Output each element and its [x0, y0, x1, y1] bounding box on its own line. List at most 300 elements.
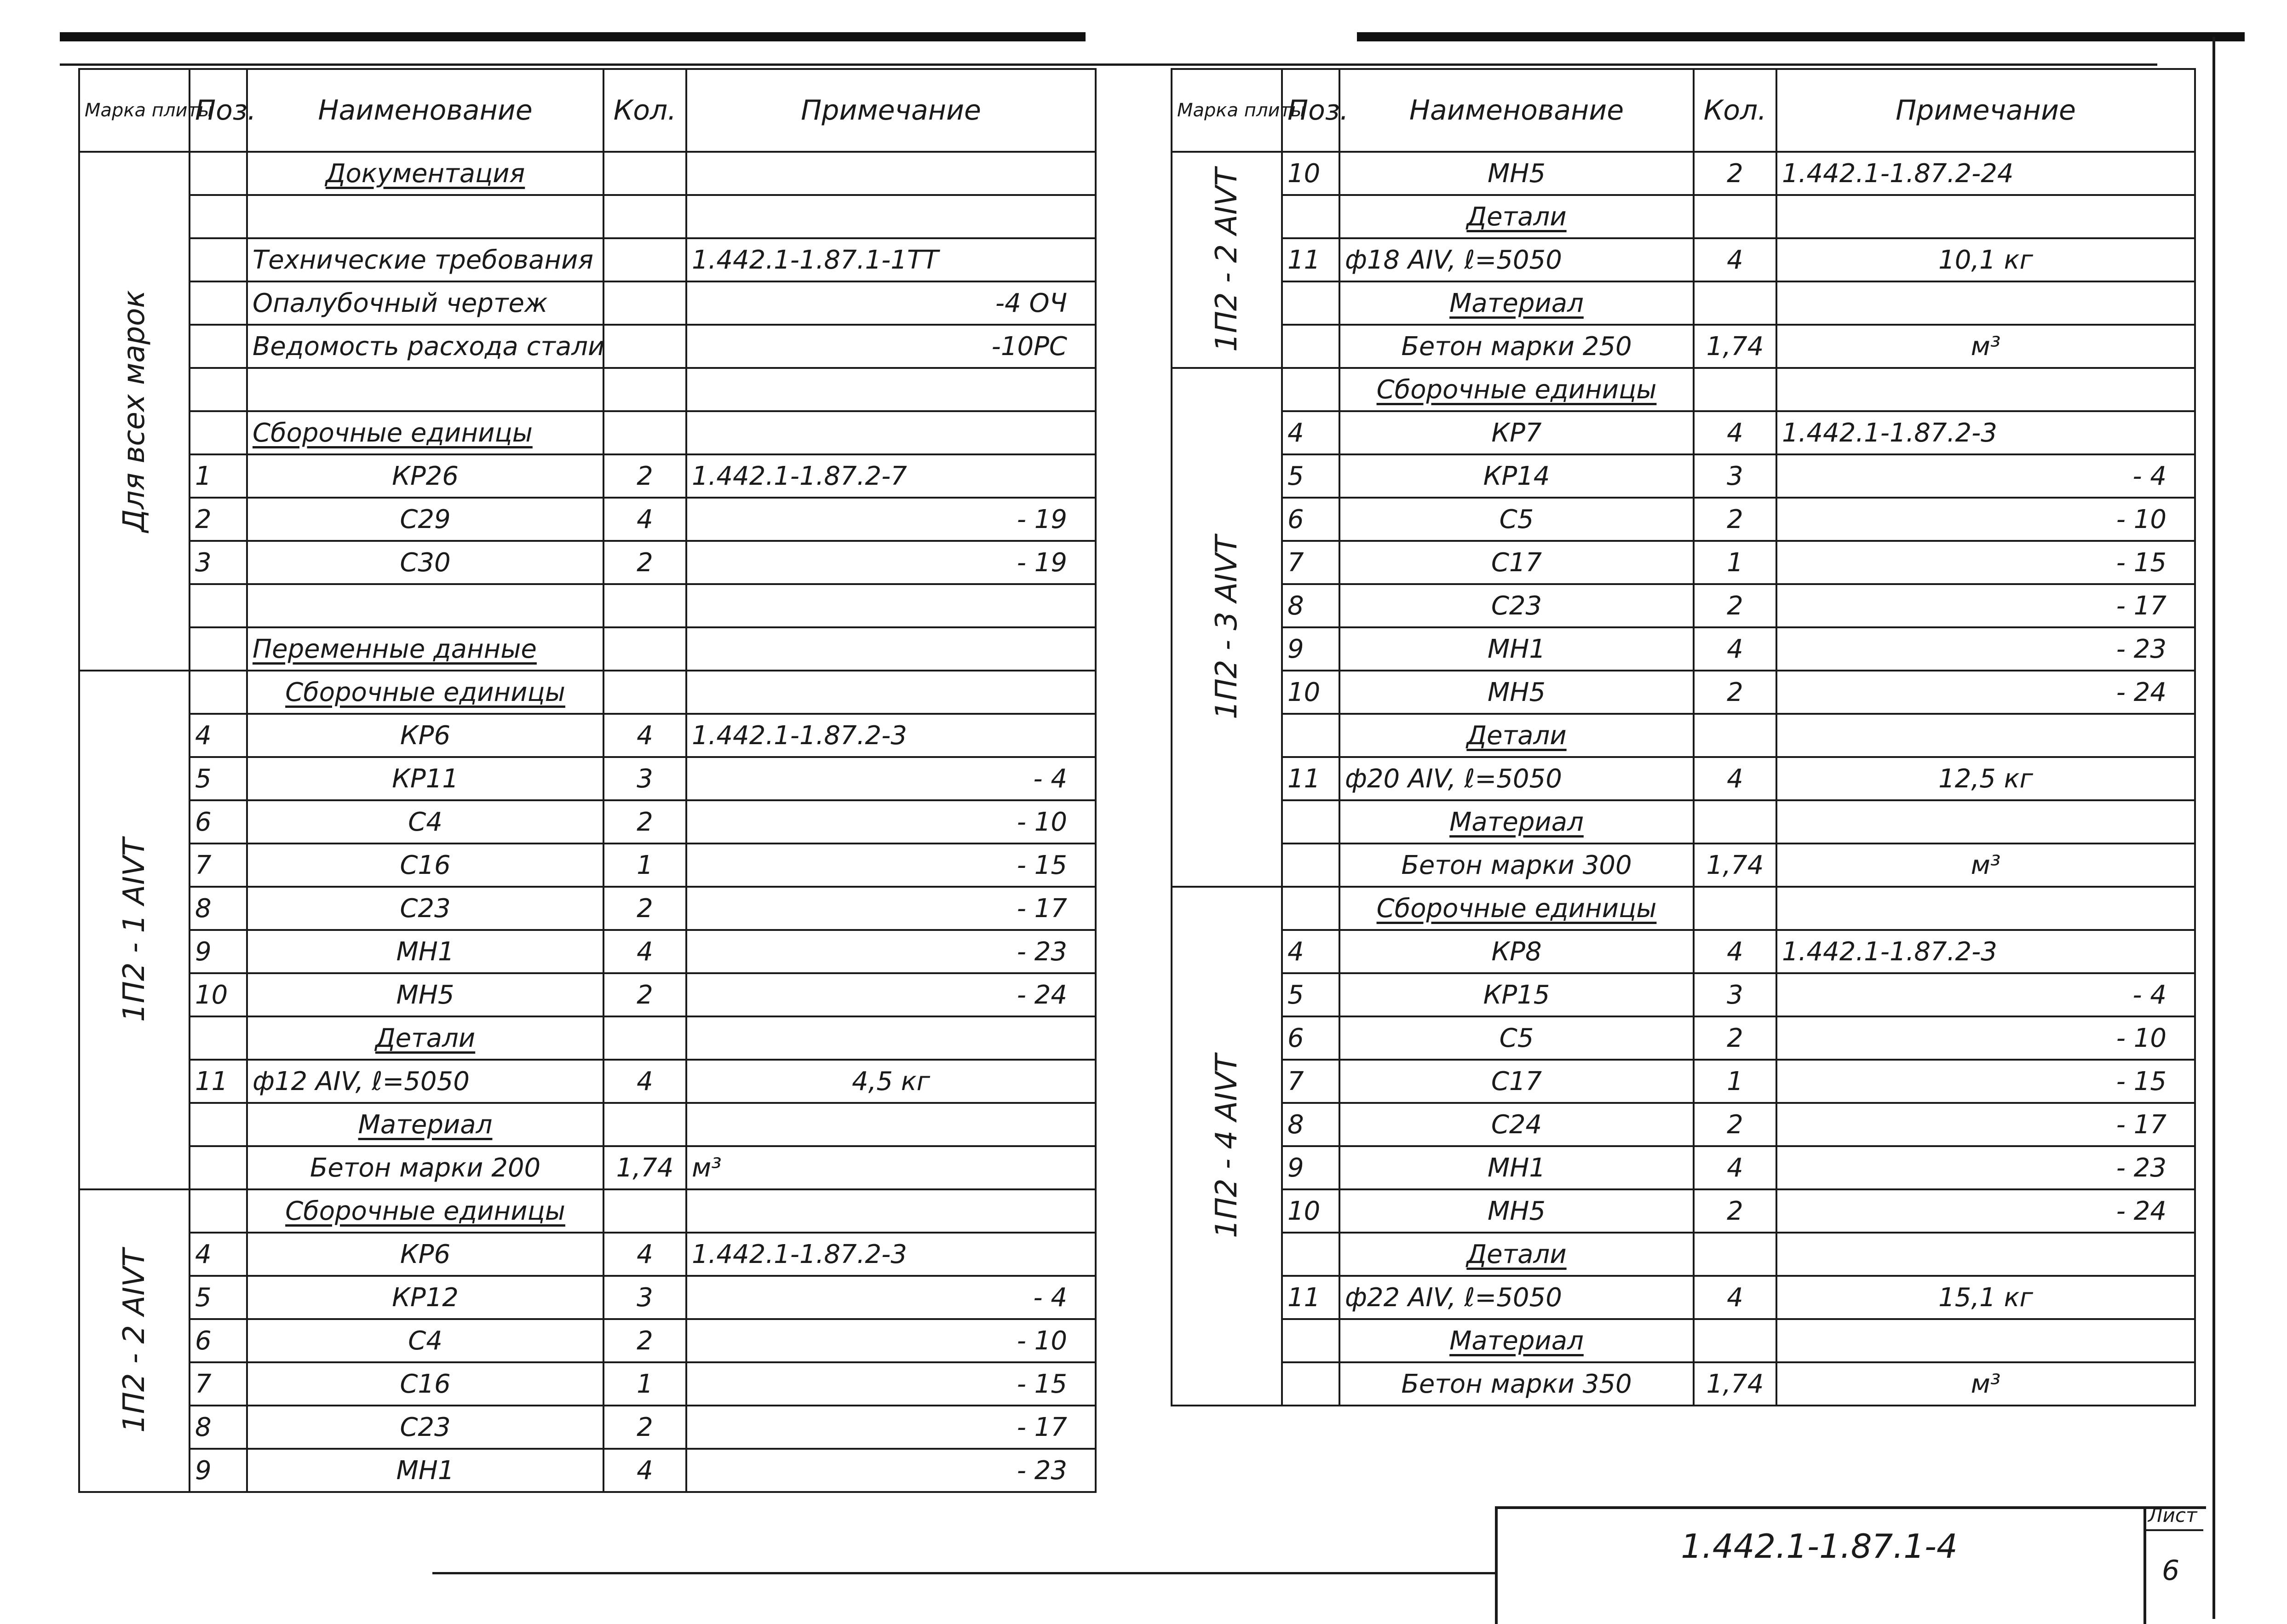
- name-cell: Технические требования: [247, 238, 603, 281]
- pos-cell: 11: [1282, 238, 1339, 281]
- group-mark-label: 1П2 - 2 АIVТ: [117, 1249, 151, 1433]
- qty-cell: [603, 1016, 686, 1060]
- qty-cell: 2: [603, 541, 686, 584]
- name-cell: Материал: [1339, 800, 1694, 844]
- table-row: [79, 671, 1096, 714]
- table-row: [1172, 1103, 2195, 1146]
- pos-cell: 7: [1282, 541, 1339, 584]
- name-cell: МН5: [1339, 671, 1694, 714]
- note-cell: [686, 1103, 1096, 1146]
- table-row: [1172, 411, 2195, 454]
- table-header-row: [79, 69, 1096, 152]
- pos-cell: 9: [190, 930, 247, 973]
- table-row: [79, 325, 1096, 368]
- note-cell: - 10: [1776, 1016, 2195, 1060]
- spec-table-right: [1171, 68, 2196, 1406]
- qty-cell: [603, 195, 686, 238]
- qty-cell: 2: [1694, 152, 1776, 195]
- table-row: [1172, 844, 2195, 887]
- note-cell: - 23: [1776, 1146, 2195, 1189]
- qty-cell: [1694, 1233, 1776, 1276]
- note-cell: 12,5 кг: [1776, 757, 2195, 800]
- qty-cell: 2: [1694, 584, 1776, 627]
- pos-cell: [190, 368, 247, 411]
- header-name: Наименование: [247, 69, 603, 152]
- note-cell: 15,1 кг: [1776, 1276, 2195, 1319]
- table-row: [1172, 152, 2195, 195]
- table-row: [79, 887, 1096, 930]
- name-cell: Сборочные единицы: [247, 1189, 603, 1233]
- pos-cell: 5: [1282, 454, 1339, 498]
- note-cell: [686, 671, 1096, 714]
- table-row: [79, 238, 1096, 281]
- name-cell: Материал: [1339, 1319, 1694, 1362]
- qty-cell: 2: [603, 887, 686, 930]
- pos-cell: 11: [1282, 1276, 1339, 1319]
- pos-cell: 8: [1282, 1103, 1339, 1146]
- pos-cell: 6: [1282, 498, 1339, 541]
- note-cell: [686, 1016, 1096, 1060]
- name-cell: КР7: [1339, 411, 1694, 454]
- name-cell: МН5: [1339, 1189, 1694, 1233]
- note-cell: - 23: [1776, 627, 2195, 671]
- qty-cell: 1: [603, 844, 686, 887]
- name-cell: Бетон марки 250: [1339, 325, 1694, 368]
- note-cell: [1776, 1319, 2195, 1362]
- table-row: [1172, 498, 2195, 541]
- qty-cell: [1694, 714, 1776, 757]
- note-cell: - 4: [686, 757, 1096, 800]
- table-row: [1172, 627, 2195, 671]
- table-row: [79, 584, 1096, 627]
- group-mark-label: 1П2 - 1 АIVТ: [117, 838, 151, 1022]
- group-mark-label: Для всех марок: [117, 290, 151, 533]
- note-cell: [1776, 1233, 2195, 1276]
- qty-cell: 1,74: [1694, 844, 1776, 887]
- pos-cell: [190, 325, 247, 368]
- pos-cell: 8: [190, 887, 247, 930]
- qty-cell: [603, 1103, 686, 1146]
- pos-cell: 10: [190, 973, 247, 1016]
- note-cell: - 15: [1776, 541, 2195, 584]
- spec-table-left: [78, 68, 1097, 1493]
- qty-cell: 4: [1694, 411, 1776, 454]
- name-cell: МН1: [1339, 1146, 1694, 1189]
- name-cell: КР14: [1339, 454, 1694, 498]
- qty-cell: 3: [1694, 454, 1776, 498]
- note-cell: - 19: [686, 541, 1096, 584]
- table-row: [79, 1189, 1096, 1233]
- pos-cell: [190, 1016, 247, 1060]
- qty-cell: 2: [1694, 1189, 1776, 1233]
- note-cell: -4 ОЧ: [686, 281, 1096, 325]
- pos-cell: [1282, 887, 1339, 930]
- name-cell: Ведомость расхода стали: [247, 325, 603, 368]
- qty-cell: [1694, 195, 1776, 238]
- name-cell: Детали: [1339, 195, 1694, 238]
- table-header-row: [1172, 69, 2195, 152]
- table-row: [79, 1233, 1096, 1276]
- note-cell: [686, 368, 1096, 411]
- table-row: [1172, 1319, 2195, 1362]
- name-cell: Опалубочный чертеж: [247, 281, 603, 325]
- note-cell: м³: [1776, 844, 2195, 887]
- pos-cell: [190, 1189, 247, 1233]
- pos-cell: 6: [1282, 1016, 1339, 1060]
- note-cell: - 15: [686, 1362, 1096, 1406]
- qty-cell: 1: [1694, 541, 1776, 584]
- table-row: [1172, 757, 2195, 800]
- note-cell: [1776, 800, 2195, 844]
- pos-cell: [190, 1146, 247, 1189]
- qty-cell: [603, 584, 686, 627]
- top-border-right: [1357, 32, 2245, 41]
- qty-cell: [603, 671, 686, 714]
- qty-cell: 2: [603, 454, 686, 498]
- name-cell: МН1: [247, 930, 603, 973]
- qty-cell: 3: [603, 757, 686, 800]
- table-row: [79, 844, 1096, 887]
- name-cell: С30: [247, 541, 603, 584]
- sheet-box-divider: [2143, 1529, 2203, 1531]
- qty-cell: [1694, 281, 1776, 325]
- note-cell: - 24: [686, 973, 1096, 1016]
- header-note: Примечание: [1776, 69, 2195, 152]
- name-cell: С17: [1339, 541, 1694, 584]
- note-cell: 1.442.1-1.87.1-1ТТ: [686, 238, 1096, 281]
- table-row: [79, 1276, 1096, 1319]
- name-cell: МН5: [247, 973, 603, 1016]
- pos-cell: 7: [190, 844, 247, 887]
- qty-cell: [603, 281, 686, 325]
- note-cell: - 10: [686, 800, 1096, 844]
- header-pos: Поз.: [1282, 69, 1339, 152]
- pos-cell: [190, 152, 247, 195]
- pos-cell: [190, 627, 247, 671]
- table-row: [79, 1103, 1096, 1146]
- name-cell: С24: [1339, 1103, 1694, 1146]
- pos-cell: 7: [190, 1362, 247, 1406]
- document-code: 1.442.1-1.87.1-4: [1681, 1527, 1958, 1566]
- pos-cell: 4: [1282, 411, 1339, 454]
- table-row: [79, 1449, 1096, 1492]
- pos-cell: [190, 671, 247, 714]
- group-mark-cell: [1172, 152, 1282, 368]
- table-row: [79, 281, 1096, 325]
- table-row: [1172, 195, 2195, 238]
- table-row: [1172, 671, 2195, 714]
- name-cell: Бетон марки 300: [1339, 844, 1694, 887]
- qty-cell: 1,74: [1694, 1362, 1776, 1406]
- pos-cell: [1282, 195, 1339, 238]
- pos-cell: [190, 411, 247, 454]
- table-row: [1172, 930, 2195, 973]
- note-cell: - 15: [1776, 1060, 2195, 1103]
- name-cell: КР8: [1339, 930, 1694, 973]
- table-row: [79, 757, 1096, 800]
- note-cell: [686, 1189, 1096, 1233]
- qty-cell: [1694, 368, 1776, 411]
- name-cell: ф18 АIV, ℓ=5050: [1339, 238, 1694, 281]
- header-mark: Марка плиты: [1172, 69, 1282, 152]
- name-cell: С16: [247, 1362, 603, 1406]
- table-row: [1172, 1146, 2195, 1189]
- qty-cell: 4: [1694, 627, 1776, 671]
- pos-cell: [190, 1103, 247, 1146]
- pos-cell: [1282, 1362, 1339, 1406]
- table-row: [1172, 973, 2195, 1016]
- qty-cell: [603, 627, 686, 671]
- table-row: [1172, 714, 2195, 757]
- qty-cell: 4: [1694, 1276, 1776, 1319]
- note-cell: - 4: [1776, 973, 2195, 1016]
- name-cell: Сборочные единицы: [247, 411, 603, 454]
- qty-cell: [603, 1189, 686, 1233]
- note-cell: - 24: [1776, 671, 2195, 714]
- qty-cell: [1694, 1319, 1776, 1362]
- qty-cell: 4: [603, 714, 686, 757]
- pos-cell: 10: [1282, 152, 1339, 195]
- qty-cell: 4: [603, 498, 686, 541]
- note-cell: - 4: [686, 1276, 1096, 1319]
- qty-cell: 2: [603, 1319, 686, 1362]
- qty-cell: 2: [1694, 1103, 1776, 1146]
- name-cell: Документация: [247, 152, 603, 195]
- top-border-left: [60, 32, 1086, 41]
- table-row: [79, 152, 1096, 195]
- pos-cell: [190, 195, 247, 238]
- note-cell: - 23: [686, 930, 1096, 973]
- table-row: [79, 541, 1096, 584]
- note-cell: - 19: [686, 498, 1096, 541]
- pos-cell: [1282, 1319, 1339, 1362]
- qty-cell: [603, 411, 686, 454]
- pos-cell: [1282, 800, 1339, 844]
- table-row: [79, 714, 1096, 757]
- name-cell: Переменные данные: [247, 627, 603, 671]
- pos-cell: [1282, 714, 1339, 757]
- note-cell: - 24: [1776, 1189, 2195, 1233]
- table-row: [1172, 281, 2195, 325]
- note-cell: - 4: [1776, 454, 2195, 498]
- pos-cell: 6: [190, 800, 247, 844]
- header-pos: Поз.: [190, 69, 247, 152]
- pos-cell: [1282, 281, 1339, 325]
- pos-cell: 11: [190, 1060, 247, 1103]
- note-cell: [686, 411, 1096, 454]
- pos-cell: [1282, 368, 1339, 411]
- pos-cell: 7: [1282, 1060, 1339, 1103]
- table-row: [1172, 1060, 2195, 1103]
- note-cell: - 17: [1776, 1103, 2195, 1146]
- table-row: [79, 1060, 1096, 1103]
- pos-cell: [190, 281, 247, 325]
- name-cell: ф22 АIV, ℓ=5050: [1339, 1276, 1694, 1319]
- qty-cell: 4: [603, 1060, 686, 1103]
- qty-cell: 2: [1694, 498, 1776, 541]
- pos-cell: 6: [190, 1319, 247, 1362]
- table-row: [1172, 1016, 2195, 1060]
- qty-cell: [1694, 800, 1776, 844]
- table-row: [79, 627, 1096, 671]
- table-row: [1172, 1276, 2195, 1319]
- qty-cell: [603, 368, 686, 411]
- qty-cell: 1,74: [603, 1146, 686, 1189]
- qty-cell: 2: [1694, 671, 1776, 714]
- pos-cell: 10: [1282, 1189, 1339, 1233]
- pos-cell: [1282, 844, 1339, 887]
- table-row: [79, 1016, 1096, 1060]
- name-cell: КР26: [247, 454, 603, 498]
- name-cell: КР15: [1339, 973, 1694, 1016]
- table-row: [1172, 584, 2195, 627]
- note-cell: - 17: [686, 1406, 1096, 1449]
- sheet-label: Лист: [2148, 1504, 2197, 1526]
- note-cell: - 17: [686, 887, 1096, 930]
- pos-cell: 8: [190, 1406, 247, 1449]
- table-row: [1172, 1189, 2195, 1233]
- name-cell: С4: [247, 800, 603, 844]
- right-frame-line: [2212, 37, 2215, 1619]
- table-row: [79, 1406, 1096, 1449]
- header-qty: Кол.: [1694, 69, 1776, 152]
- name-cell: С23: [247, 1406, 603, 1449]
- table-row: [1172, 325, 2195, 368]
- sheet-number: 6: [2162, 1555, 2180, 1587]
- table-row: [79, 195, 1096, 238]
- qty-cell: [603, 325, 686, 368]
- note-cell: [686, 152, 1096, 195]
- qty-cell: 2: [603, 800, 686, 844]
- note-cell: - 17: [1776, 584, 2195, 627]
- qty-cell: 2: [1694, 1016, 1776, 1060]
- note-cell: [1776, 281, 2195, 325]
- group-mark-label: 1П2 - 4 АIVТ: [1210, 1054, 1244, 1238]
- table-row: [1172, 1233, 2195, 1276]
- top-thin-line: [60, 63, 2157, 66]
- name-cell: КР11: [247, 757, 603, 800]
- pos-cell: 4: [190, 1233, 247, 1276]
- name-cell: Материал: [1339, 281, 1694, 325]
- name-cell: С23: [1339, 584, 1694, 627]
- name-cell: Сборочные единицы: [1339, 368, 1694, 411]
- group-mark-cell: [79, 152, 190, 671]
- qty-cell: 4: [1694, 238, 1776, 281]
- note-cell: [1776, 368, 2195, 411]
- note-cell: 1.442.1-1.87.2-3: [686, 1233, 1096, 1276]
- name-cell: Бетон марки 350: [1339, 1362, 1694, 1406]
- name-cell: ф20 АIV, ℓ=5050: [1339, 757, 1694, 800]
- qty-cell: 4: [603, 930, 686, 973]
- note-cell: м³: [686, 1146, 1096, 1189]
- note-cell: 1.442.1-1.87.2-7: [686, 454, 1096, 498]
- qty-cell: 4: [603, 1233, 686, 1276]
- table-row: [1172, 368, 2195, 411]
- pos-cell: 9: [1282, 627, 1339, 671]
- qty-cell: 2: [603, 973, 686, 1016]
- qty-cell: 3: [603, 1276, 686, 1319]
- group-mark-label: 1П2 - 2 АIVТ: [1210, 168, 1244, 352]
- qty-cell: 2: [603, 1406, 686, 1449]
- name-cell: С17: [1339, 1060, 1694, 1103]
- note-cell: м³: [1776, 1362, 2195, 1406]
- pos-cell: [1282, 325, 1339, 368]
- table-row: [1172, 1362, 2195, 1406]
- note-cell: - 10: [686, 1319, 1096, 1362]
- pos-cell: 4: [1282, 930, 1339, 973]
- name-cell: МН5: [1339, 152, 1694, 195]
- group-mark-label: 1П2 - 3 АIVТ: [1210, 535, 1244, 719]
- qty-cell: 3: [1694, 973, 1776, 1016]
- qty-cell: 4: [603, 1449, 686, 1492]
- qty-cell: 4: [1694, 1146, 1776, 1189]
- table-row: [1172, 541, 2195, 584]
- pos-cell: [190, 584, 247, 627]
- table-row: [1172, 454, 2195, 498]
- name-cell: [247, 584, 603, 627]
- name-cell: С23: [247, 887, 603, 930]
- name-cell: Сборочные единицы: [247, 671, 603, 714]
- name-cell: КР12: [247, 1276, 603, 1319]
- pos-cell: 4: [190, 714, 247, 757]
- name-cell: С5: [1339, 498, 1694, 541]
- pos-cell: 1: [190, 454, 247, 498]
- group-mark-cell: [79, 671, 190, 1189]
- note-cell: 1.442.1-1.87.2-3: [1776, 411, 2195, 454]
- note-cell: 1.442.1-1.87.2-3: [686, 714, 1096, 757]
- note-cell: [686, 195, 1096, 238]
- pos-cell: 2: [190, 498, 247, 541]
- qty-cell: [1694, 887, 1776, 930]
- pos-cell: 9: [190, 1449, 247, 1492]
- name-cell: МН1: [1339, 627, 1694, 671]
- table-row: [1172, 800, 2195, 844]
- note-cell: [686, 584, 1096, 627]
- name-cell: ф12 АIV, ℓ=5050: [247, 1060, 603, 1103]
- qty-cell: [603, 152, 686, 195]
- table-row: [79, 1146, 1096, 1189]
- name-cell: [247, 368, 603, 411]
- note-cell: [1776, 887, 2195, 930]
- pos-cell: 5: [190, 1276, 247, 1319]
- group-mark-cell: [1172, 368, 1282, 887]
- name-cell: МН1: [247, 1449, 603, 1492]
- note-cell: 1.442.1-1.87.2-24: [1776, 152, 2195, 195]
- table-row: [79, 368, 1096, 411]
- pos-cell: 8: [1282, 584, 1339, 627]
- name-cell: КР6: [247, 1233, 603, 1276]
- qty-cell: 4: [1694, 930, 1776, 973]
- table-row: [79, 1319, 1096, 1362]
- pos-cell: [1282, 1233, 1339, 1276]
- qty-cell: 4: [1694, 757, 1776, 800]
- pos-cell: 3: [190, 541, 247, 584]
- table-row: [1172, 238, 2195, 281]
- note-cell: [1776, 714, 2195, 757]
- qty-cell: 1: [1694, 1060, 1776, 1103]
- qty-cell: 1: [603, 1362, 686, 1406]
- note-cell: 1.442.1-1.87.2-3: [1776, 930, 2195, 973]
- table-row: [79, 800, 1096, 844]
- group-mark-cell: [79, 1189, 190, 1492]
- note-cell: - 10: [1776, 498, 2195, 541]
- name-cell: Материал: [247, 1103, 603, 1146]
- name-cell: Детали: [1339, 1233, 1694, 1276]
- note-cell: -10РС: [686, 325, 1096, 368]
- qty-cell: 1,74: [1694, 325, 1776, 368]
- name-cell: С5: [1339, 1016, 1694, 1060]
- name-cell: [247, 195, 603, 238]
